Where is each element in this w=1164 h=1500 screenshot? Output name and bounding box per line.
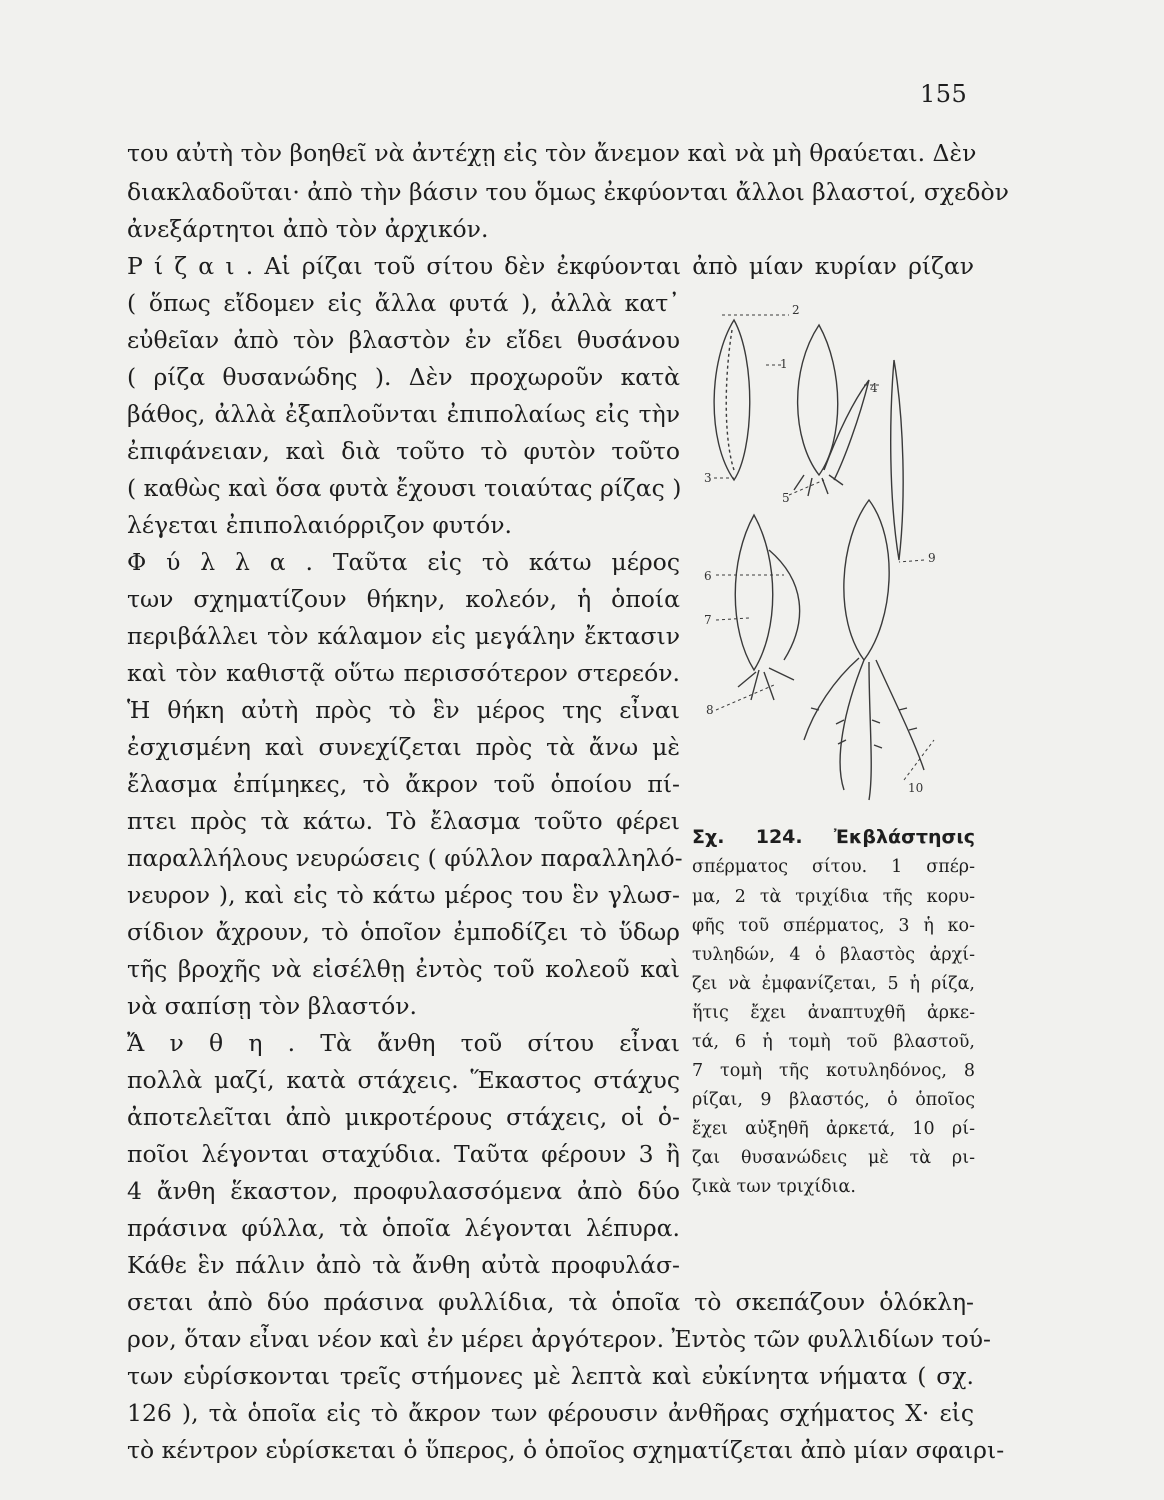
figure-label: 2	[792, 303, 800, 317]
text-line: παραλλήλους νευρώσεις ( φύλλον παραλληλό-	[127, 844, 683, 872]
text-line: ἀνεξάρτητοι ἀπὸ τὸν ἀρχικόν.	[127, 215, 489, 243]
text-line: τὸ κέντρον εὑρίσκεται ὁ ὕπερος, ὁ ὁποῖος σχηματίζεται ἀπὸ μίαν σφαιρι-	[127, 1436, 1005, 1464]
text-line: Φ ύ λ λ α . Ταῦτα εἰς τὸ κάτω μέρος	[127, 548, 680, 576]
text-line: Ἡ θήκη αὐτὴ πρὸς τὸ ἓν μέρος της εἶναι	[127, 696, 680, 724]
seed-outline	[798, 325, 838, 475]
text-line: σεται ἀπὸ δύο πράσινα φυλλίδια, τὰ ὁποῖα τὸ σκεπάζουν ὁλόκλη-	[127, 1288, 974, 1316]
root-hairs	[738, 668, 794, 700]
figure-label: 9	[928, 551, 936, 565]
seed-crease	[726, 330, 734, 470]
text-line: εὐθεῖαν ἀπὸ τὸν βλαστὸν ἐν εἴδει θυσάνου	[127, 326, 680, 354]
figure-caption-line: ζικὰ των τριχίδια.	[692, 1177, 856, 1197]
text-line: νὰ σαπίσῃ τὸν βλαστόν.	[127, 992, 417, 1020]
seed-outline	[714, 320, 750, 480]
text-line: τῆς βροχῆς νὰ εἰσέλθῃ ἐντὸς τοῦ κολεοῦ καὶ	[127, 955, 680, 983]
text-line: ποῖοι λέγονται σταχύδια. Ταῦτα φέρουν 3 ἢ	[127, 1140, 680, 1168]
figure-caption-line: τυληδών, 4 ὁ βλαστὸς ἀρχί-	[692, 945, 975, 965]
figure-label: 1	[780, 357, 788, 371]
text-line: λέγεται ἐπιπολαιόρριζον φυτόν.	[127, 511, 512, 539]
text-line: 126 ), τὰ ὁποῖα εἰς τὸ ἄκρον των φέρουσιν ἀνθῆρας σχήματος Χ· εἰς	[127, 1399, 974, 1427]
text-line: περιβάλλει τὸν κάλαμον εἰς μεγάλην ἔκτασιν	[127, 622, 680, 650]
text-line: ( ρίζα θυσανώδης ). Δὲν προχωροῦν κατὰ	[127, 363, 680, 391]
text-line: ( ὅπως εἴδομεν εἰς ἄλλα φυτά ), ἀλλὰ κατ᾿	[127, 289, 680, 317]
tall-shoot	[891, 360, 903, 560]
text-line: σίδιον ἄχρουν, τὸ ὁποῖον ἐμποδίζει τὸ ὕδωρ	[127, 918, 680, 946]
seed-outline	[844, 500, 889, 660]
text-line: νευρον ), καὶ εἰς τὸ κάτω μέρος του ἓν γλωσ-	[127, 881, 680, 909]
figure-label: 6	[704, 569, 712, 583]
figure-caption-line: ρίζαι, 9 βλαστός, ὁ ὁποῖος	[692, 1090, 975, 1110]
text-line: Κάθε ἓν πάλιν ἀπὸ τὰ ἄνθη αὐτὰ προφυλάσ-	[127, 1251, 680, 1279]
figure-label: 3	[704, 471, 712, 485]
text-line: πολλὰ μαζί, κατὰ στάχεις. Ἕκαστος στάχυς	[127, 1066, 680, 1094]
figure-label: 4	[870, 381, 878, 395]
figure-label: 7	[704, 613, 712, 627]
text-line: Ρ ί ζ α ι . Αἱ ρίζαι τοῦ σίτου δὲν ἐκφύονται ἀπὸ μίαν κυρίαν ρίζαν	[127, 252, 974, 280]
figure-drawing	[694, 300, 984, 820]
text-line: του αὐτὴ τὸν βοηθεῖ νὰ ἀντέχῃ εἰς τὸν ἄνεμον καὶ νὰ μὴ θραύεται. Δὲν	[127, 139, 977, 167]
text-line: των εὑρίσκονται τρεῖς στήμονες μὲ λεπτὰ καὶ εὐκίνητα νήματα ( σχ.	[127, 1362, 974, 1390]
figure-caption-line: σπέρματος σίτου. 1 σπέρ-	[692, 857, 975, 877]
text-line: διακλαδοῦται· ἀπὸ τὴν βάσιν του ὅμως ἐκφύονται ἄλλοι βλαστοί, σχεδὸν	[127, 178, 1009, 206]
text-line: ἀποτελεῖται ἀπὸ μικροτέρους στάχεις, οἱ ὁ-	[127, 1103, 680, 1131]
text-line: καὶ τὸν καθιστᾷ οὕτω περισσότερον στερεόν.	[127, 659, 680, 687]
cotyledon	[769, 550, 800, 660]
text-line: των σχηματίζουν θήκην, κολεόν, ἡ ὁποία	[127, 585, 680, 613]
figure-caption-line: 7 τομὴ τῆς κοτυληδόνος, 8	[692, 1061, 975, 1081]
figure-caption-line: τά, 6 ἡ τομὴ τοῦ βλαστοῦ,	[692, 1032, 975, 1052]
text-line: 4 ἄνθη ἕκαστον, προφυλασσόμενα ἀπὸ δύο	[127, 1177, 680, 1205]
figure-label: 10	[908, 781, 924, 795]
seed-outline	[735, 515, 773, 670]
text-line: ἔλασμα ἐπίμηκες, τὸ ἄκρον τοῦ ὁποίου πί-	[127, 770, 680, 798]
sprout-shoot	[824, 380, 869, 480]
text-line: ἐπιφάνειαν, καὶ διὰ τοῦτο τὸ φυτὸν τοῦτο	[127, 437, 680, 465]
figure-caption-line: ζαι θυσανώδεις μὲ τὰ ρι-	[692, 1148, 975, 1168]
figure-caption-line: φῆς τοῦ σπέρματος, 3 ἡ κο-	[692, 916, 975, 936]
text-line: βάθος, ἀλλὰ ἐξαπλοῦνται ἐπιπολαίως εἰς τὴν	[127, 400, 680, 428]
text-line: ( καθὼς καὶ ὅσα φυτὰ ἔχουσι τοιαύτας ρίζας )	[127, 474, 682, 502]
figure-label: 5	[782, 491, 790, 505]
figure-caption-title: Σχ. 124. Ἐκβλάστησις	[692, 826, 975, 848]
wheat-germination-figure	[694, 300, 984, 820]
text-line: ρον, ὅταν εἶναι νέον καὶ ἐν μέρει ἀργότερον. Ἐντὸς τῶν φυλλιδίων τού-	[127, 1325, 991, 1353]
figure-caption-line: ἥτις ἔχει ἀναπτυχθῆ ἀρκε-	[692, 1003, 975, 1023]
page-number: 155	[920, 80, 968, 108]
text-line: πράσινα φύλλα, τὰ ὁποῖα λέγονται λέπυρα.	[127, 1214, 680, 1242]
figure-caption-line: ἔχει αὐξηθῆ ἀρκετά, 10 ρί-	[692, 1119, 975, 1139]
figure-label: 8	[706, 703, 714, 717]
main-roots	[804, 658, 924, 800]
text-line: Ἄ ν θ η . Τὰ ἄνθη τοῦ σίτου εἶναι	[127, 1029, 680, 1057]
text-line: πτει πρὸς τὰ κάτω. Τὸ ἔλασμα τοῦτο φέρει	[127, 807, 680, 835]
figure-caption-line: ζει νὰ ἐμφανίζεται, 5 ἡ ρίζα,	[692, 974, 975, 994]
figure-caption-line: μα, 2 τὰ τριχίδια τῆς κορυ-	[692, 887, 975, 907]
text-line: ἐσχισμένη καὶ συνεχίζεται πρὸς τὰ ἄνω μὲ	[127, 733, 680, 761]
